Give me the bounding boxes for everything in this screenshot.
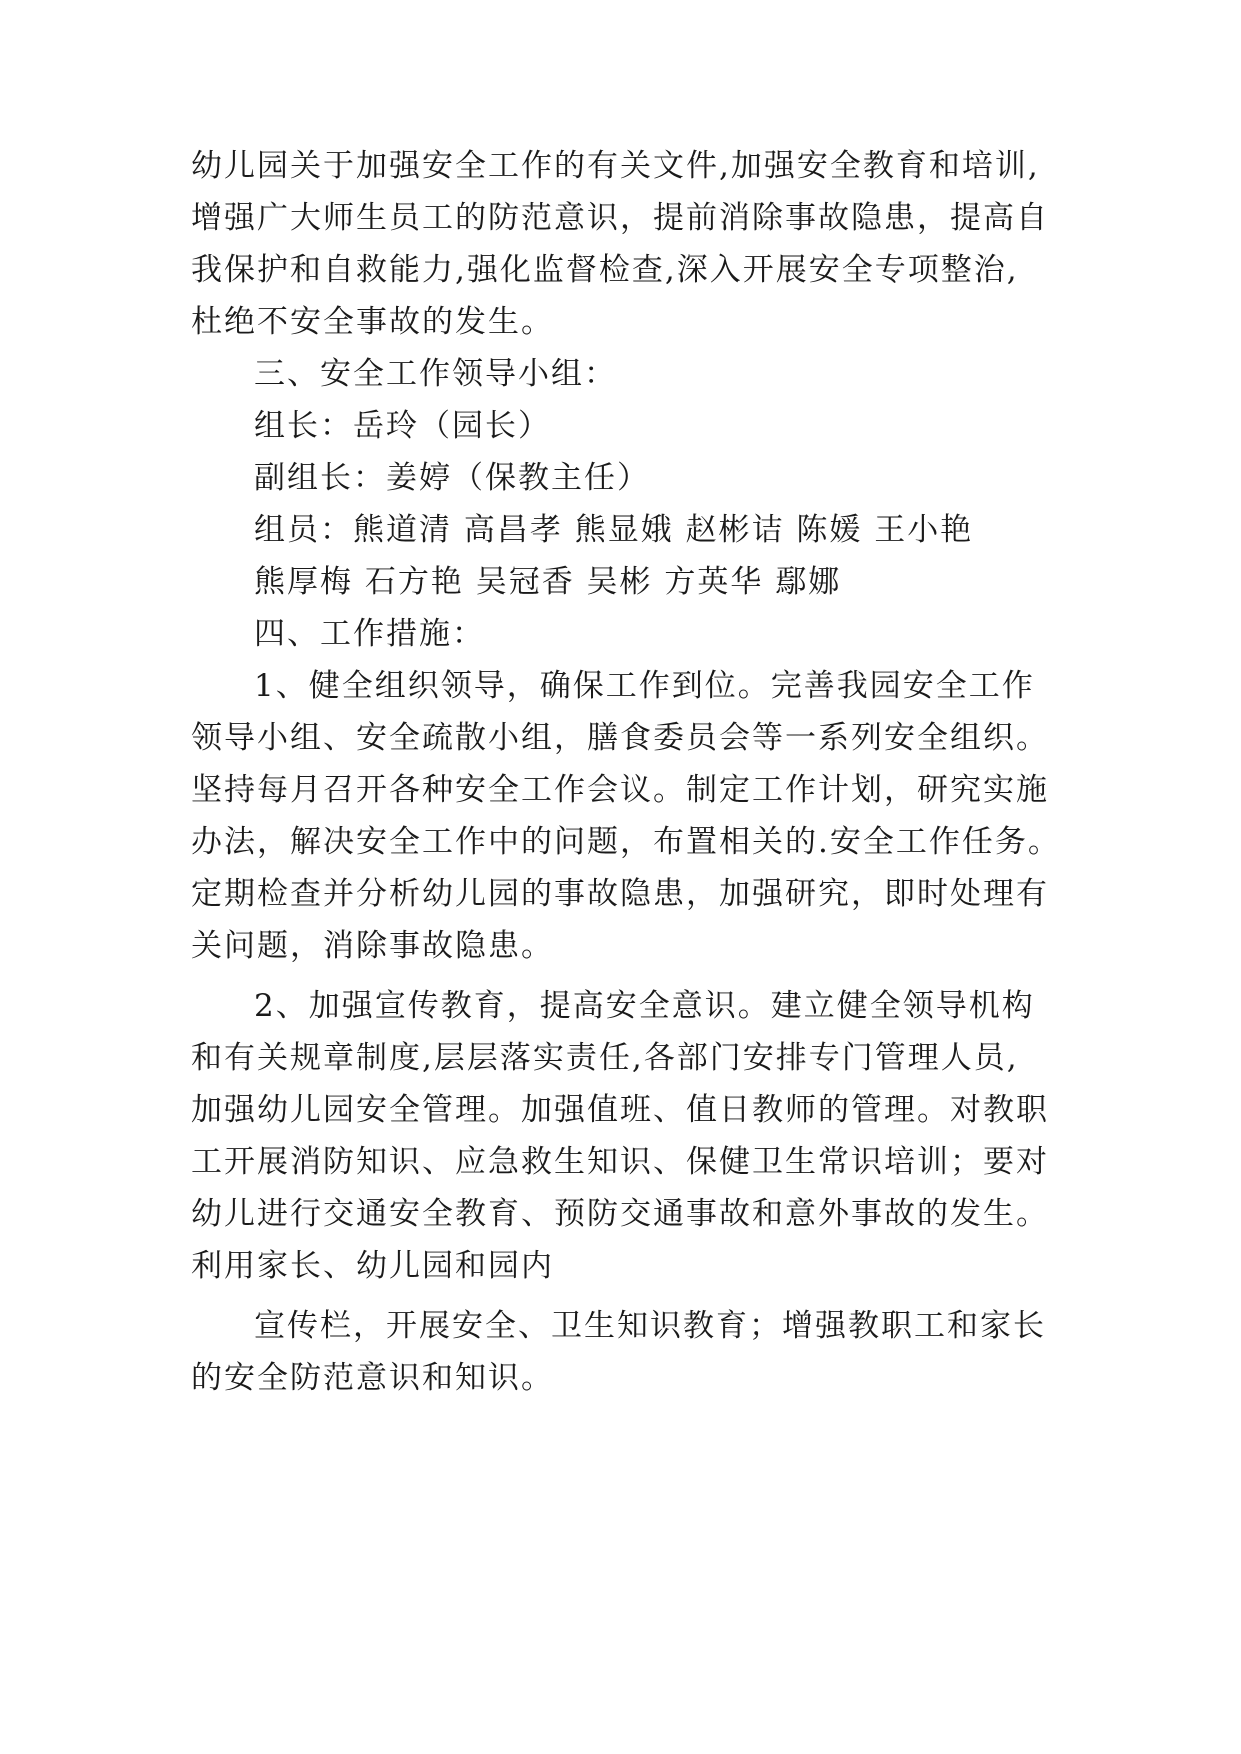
paragraph-line: 1、健全组织领导，确保工作到位。完善我园安全工作 [254, 668, 1035, 704]
paragraph-line: 幼儿进行交通安全教育、预防交通事故和意外事故的发生。 [191, 1196, 1049, 1232]
paragraph-line: 工开展消防知识、应急救生知识、保健卫生常识培训；要对 [191, 1144, 1049, 1180]
paragraph-line: 和有关规章制度,层层落实责任,各部门安排专门管理人员, [191, 1040, 1019, 1076]
paragraph-line: 幼儿园关于加强安全工作的有关文件,加强安全教育和培训, [191, 148, 1040, 184]
paragraph-line: 利用家长、幼儿园和园内 [191, 1248, 554, 1284]
paragraph-line: 加强幼儿园安全管理。加强值班、值日教师的管理。对教职 [191, 1092, 1049, 1128]
paragraph-line: 杜绝不安全事故的发生。 [191, 304, 554, 340]
paragraph-line: 我保护和自救能力,强化监督检查,深入开展安全专项整治, [191, 252, 1019, 288]
paragraph-line: 2、加强宣传教育，提高安全意识。建立健全领导机构 [254, 988, 1035, 1024]
paragraph-line: 定期检查并分析幼儿园的事故隐患，加强研究，即时处理有 [191, 876, 1049, 912]
vice-leader-line: 副组长：姜婷（保教主任） [254, 460, 650, 496]
members-line-continued: 熊厚梅 石方艳 吴冠香 吴彬 方英华 鄢娜 [254, 564, 842, 600]
section-heading: 三、安全工作领导小组： [254, 356, 617, 392]
paragraph-line: 领导小组、安全疏散小组，膳食委员会等一系列安全组织。 [191, 720, 1049, 756]
section-heading: 四、工作措施： [254, 616, 485, 652]
paragraph-line: 的安全防范意识和知识。 [191, 1360, 554, 1396]
paragraph-line: 宣传栏，开展安全、卫生知识教育；增强教职工和家长 [254, 1308, 1046, 1344]
paragraph-line: 关问题，消除事故隐患。 [191, 928, 554, 964]
paragraph-line: 增强广大师生员工的防范意识，提前消除事故隐患，提高自 [191, 200, 1049, 236]
paragraph-line: 办法，解决安全工作中的问题，布置相关的.安全工作任务。 [191, 824, 1061, 860]
members-line: 组员：熊道清 高昌孝 熊显娥 赵彬诘 陈媛 王小艳 [254, 512, 974, 548]
paragraph-line: 坚持每月召开各种安全工作会议。制定工作计划，研究实施 [191, 772, 1049, 808]
leader-line: 组长：岳玲（园长） [254, 408, 551, 444]
